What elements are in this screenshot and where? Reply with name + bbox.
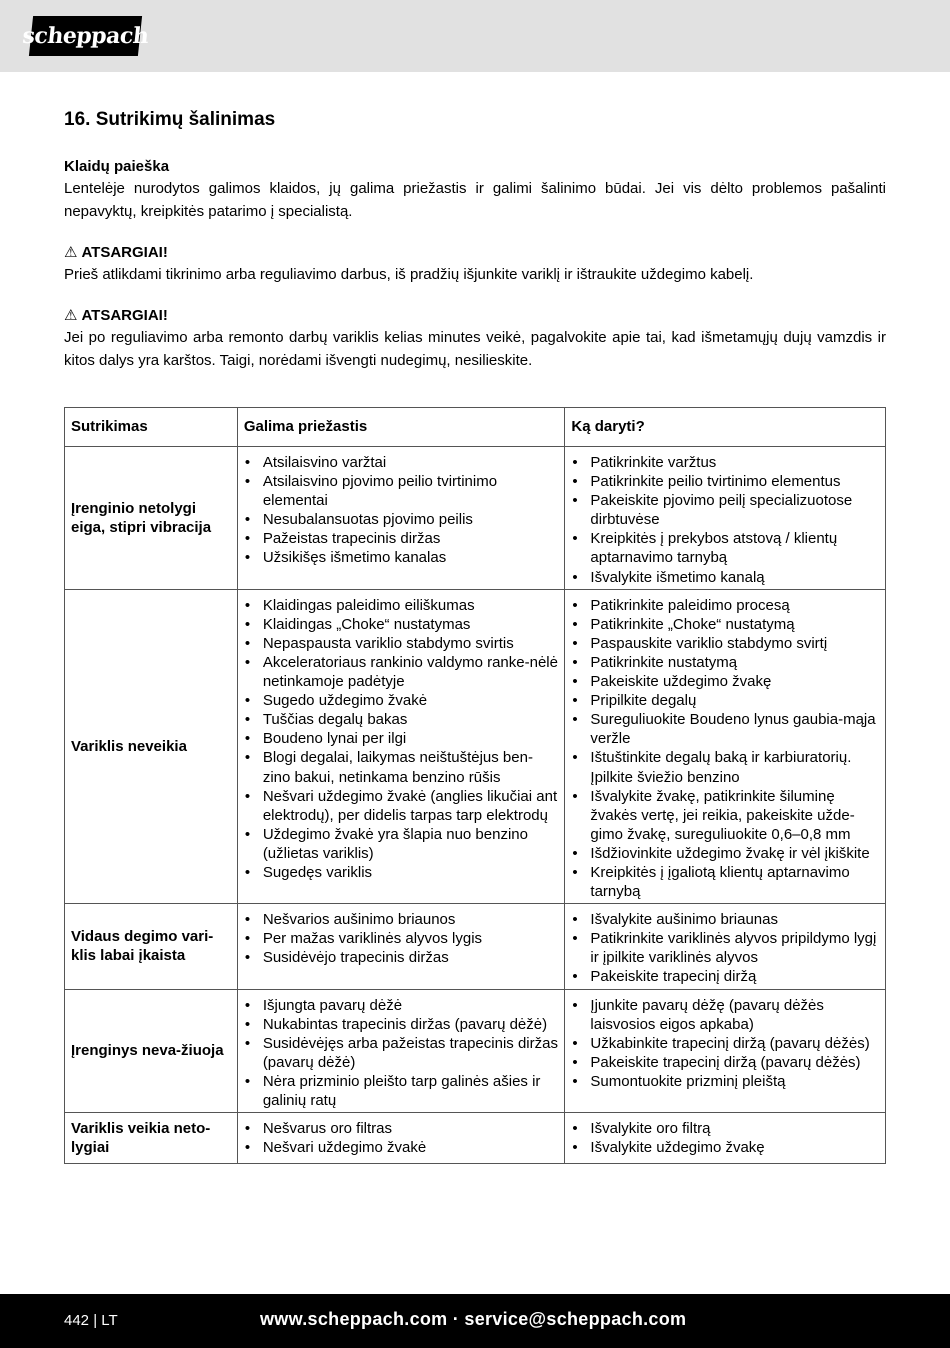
list-item: • Patikrinkite „Choke“ nustatymą — [571, 615, 879, 634]
warning-label: ATSARGIAI! — [81, 244, 168, 261]
list-item: • Nukabintas trapecinis diržas (pavarų dėžė) — [244, 1015, 559, 1034]
list-item: • Pakeiskite pjovimo peilį specializuotose dirbtuvėse — [571, 491, 879, 529]
table-row — [65, 1113, 886, 1164]
remedy-list — [571, 910, 879, 986]
list-item: • Nešvarus oro filtras — [244, 1119, 559, 1138]
list-item: • Pripilkite degalų — [571, 691, 879, 710]
list-item: • Nesubalansuotas pjovimo peilis — [244, 510, 559, 529]
footer-contact: www.scheppach.com · service@scheppach.com — [260, 1309, 687, 1329]
fault-cell: Įrenginys neva-žiuoja — [65, 989, 238, 1113]
list-item: • Ištuštinkite degalų baką ir karbiuratorių. Įpilkite šviežio benzino — [571, 748, 879, 786]
section-title: 16. Sutrikimų šalinimas — [64, 109, 276, 130]
list-item: • Kreipkitės į prekybos atstovą / klientų aptarnavimo tarnybą — [571, 529, 879, 567]
list-item: • Boudeno lynai per ilgi — [244, 729, 559, 748]
warning-label: ATSARGIAI! — [81, 307, 168, 324]
list-item: • Nepaspausta variklio stabdymo svirtis — [244, 634, 559, 653]
warning-triangle-icon: ⚠ — [64, 244, 78, 261]
list-item: • Išdžiovinkite uždegimo žvakę ir vėl įkiškite — [571, 844, 879, 863]
cause-cell — [237, 989, 565, 1113]
list-item: • Sugedęs variklis — [244, 863, 559, 882]
cause-list — [244, 596, 559, 882]
list-item: • Patikrinkite nustatymą — [571, 653, 879, 672]
remedy-cell — [565, 1113, 886, 1164]
list-item: • Paspauskite variklio stabdymo svirtį — [571, 634, 879, 653]
table-row — [65, 447, 886, 590]
list-item: • Išvalykite oro filtrą — [571, 1119, 879, 1138]
remedy-cell — [565, 904, 886, 989]
list-item: • Pakeiskite trapecinį diržą (pavarų dėžės) — [571, 1053, 879, 1072]
remedy-list — [571, 996, 879, 1091]
remedy-cell — [565, 447, 886, 590]
list-item: • Sugedo uždegimo žvakė — [244, 691, 559, 710]
list-item: • Akceleratoriaus rankinio valdymo ranke-nėlė netinkamoje padėtyje — [244, 653, 559, 691]
list-item: • Pažeistas trapecinis diržas — [244, 529, 559, 548]
list-item: • Atsilaisvino pjovimo peilio tvirtinimo elementai — [244, 472, 559, 510]
list-item: • Išvalykite aušinimo briaunas — [571, 910, 879, 929]
fault-cell: Variklis neveikia — [65, 589, 238, 904]
list-item: • Įjunkite pavarų dėžę (pavarų dėžės laisvosios eigos apkaba) — [571, 996, 879, 1034]
fault-cell: Vidaus degimo vari-klis labai įkaista — [65, 904, 238, 989]
table-header-row — [65, 408, 886, 447]
list-item: • Patikrinkite paleidimo procesą — [571, 596, 879, 615]
list-item: • Uždegimo žvakė yra šlapia nuo benzino (užlietas variklis) — [244, 825, 559, 863]
list-item: • Kreipkitės į įgaliotą klientų aptarnavimo tarnybą — [571, 863, 879, 901]
table-row — [65, 904, 886, 989]
fault-cell: Variklis veikia neto-lygiai — [65, 1113, 238, 1164]
header-remedy: Ką daryti? — [565, 408, 886, 447]
intro-text: Lentelėje nurodytos galimos klaidos, jų galima priežastis ir galimi šalinimo būdai. Jei vis dėlto problemos pašalinti nepavyktų, kreipkitės patarimo į specialistą. — [64, 180, 886, 220]
troubleshooting-subheading: Klaidų paieška — [64, 158, 170, 175]
section-content — [64, 108, 886, 372]
table-row — [65, 589, 886, 904]
list-item: • Patikrinkite variklinės alyvos pripildymo lygį ir įpilkite variklinės alyvos — [571, 929, 879, 967]
troubleshooting-table — [64, 407, 886, 1164]
remedy-cell — [565, 989, 886, 1113]
fault-cell: Įrenginio netolygi eiga, stipri vibracija — [65, 447, 238, 590]
remedy-cell — [565, 589, 886, 904]
warning-triangle-icon: ⚠ — [64, 307, 78, 324]
footer-bar — [0, 1294, 950, 1348]
cause-list — [244, 453, 559, 568]
list-item: • Per mažas variklinės alyvos lygis — [244, 929, 559, 948]
list-item: • Susidėvėjo trapecinis diržas — [244, 948, 559, 967]
list-item: • Patikrinkite varžtus — [571, 453, 879, 472]
list-item: • Tuščias degalų bakas — [244, 710, 559, 729]
list-item: • Nešvari uždegimo žvakė — [244, 1138, 559, 1157]
list-item: • Užsikišęs išmetimo kanalas — [244, 548, 559, 567]
list-item: • Išvalykite uždegimo žvakę — [571, 1138, 879, 1157]
remedy-list — [571, 1119, 879, 1157]
cause-list — [244, 1119, 559, 1157]
list-item: • Sumontuokite prizminį pleištą — [571, 1072, 879, 1091]
list-item: • Užkabinkite trapecinį diržą (pavarų dėžės) — [571, 1034, 879, 1053]
list-item: • Išvalykite išmetimo kanalą — [571, 568, 879, 587]
list-item: • Pakeiskite uždegimo žvakę — [571, 672, 879, 691]
warning-title-2 — [64, 306, 886, 326]
cause-cell — [237, 589, 565, 904]
list-item: • Pakeiskite trapecinį diržą — [571, 967, 879, 986]
list-item: • Blogi degalai, laikymas neištuštėjus ben-zino bakui, netinkama benzino rūšis — [244, 748, 559, 786]
list-item: • Klaidingas „Choke“ nustatymas — [244, 615, 559, 634]
cause-cell — [237, 1113, 565, 1164]
cause-list — [244, 996, 559, 1111]
header-cause: Galima priežastis — [237, 408, 565, 447]
page-number: 442 | LT — [64, 1312, 118, 1329]
cause-cell — [237, 447, 565, 590]
list-item: • Išvalykite žvakę, patikrinkite šiluminę žvakės vertę, jei reikia, pakeiskite užde-gimo žvakę, sureguliuokite 0,6–0,8 mm — [571, 787, 879, 844]
remedy-list — [571, 453, 879, 587]
header-bar — [0, 0, 950, 72]
cause-list — [244, 910, 559, 967]
warning-text-1: Prieš atlikdami tikrinimo arba reguliavimo darbus, iš pradžių išjunkite variklį ir ištraukite uždegimo kabelį. — [64, 266, 754, 283]
list-item: • Atsilaisvino varžtai — [244, 453, 559, 472]
list-item: • Sureguliuokite Boudeno lynus gaubia-mąja veržle — [571, 710, 879, 748]
scheppach-logo: scheppach — [29, 16, 142, 56]
list-item: • Nešvari uždegimo žvakė (anglies likučiai ant elektrodų), per didelis tarpas tarp elektrodų — [244, 787, 559, 825]
list-item: • Klaidingas paleidimo eiliškumas — [244, 596, 559, 615]
remedy-list — [571, 596, 879, 902]
warning-text-2: Jei po reguliavimo arba remonto darbų variklis kelias minutes veikė, pagalvokite apie tai, kad išmetamųjų dujų vamzdis ir kitos dalys yra karštos. Taigi, norėdami išvengti nudegimų, nesilieskite. — [64, 329, 886, 369]
list-item: • Susidėvėjęs arba pažeistas trapecinis diržas (pavarų dėžė) — [244, 1034, 559, 1072]
warning-title-1 — [64, 243, 886, 263]
header-fault: Sutrikimas — [65, 408, 238, 447]
list-item: • Nešvarios aušinimo briaunos — [244, 910, 559, 929]
list-item: • Išjungta pavarų dėžė — [244, 996, 559, 1015]
list-item: • Nėra prizminio pleišto tarp galinės ašies ir galinių ratų — [244, 1072, 559, 1110]
list-item: • Patikrinkite peilio tvirtinimo elementus — [571, 472, 879, 491]
cause-cell — [237, 904, 565, 989]
table-row — [65, 989, 886, 1113]
